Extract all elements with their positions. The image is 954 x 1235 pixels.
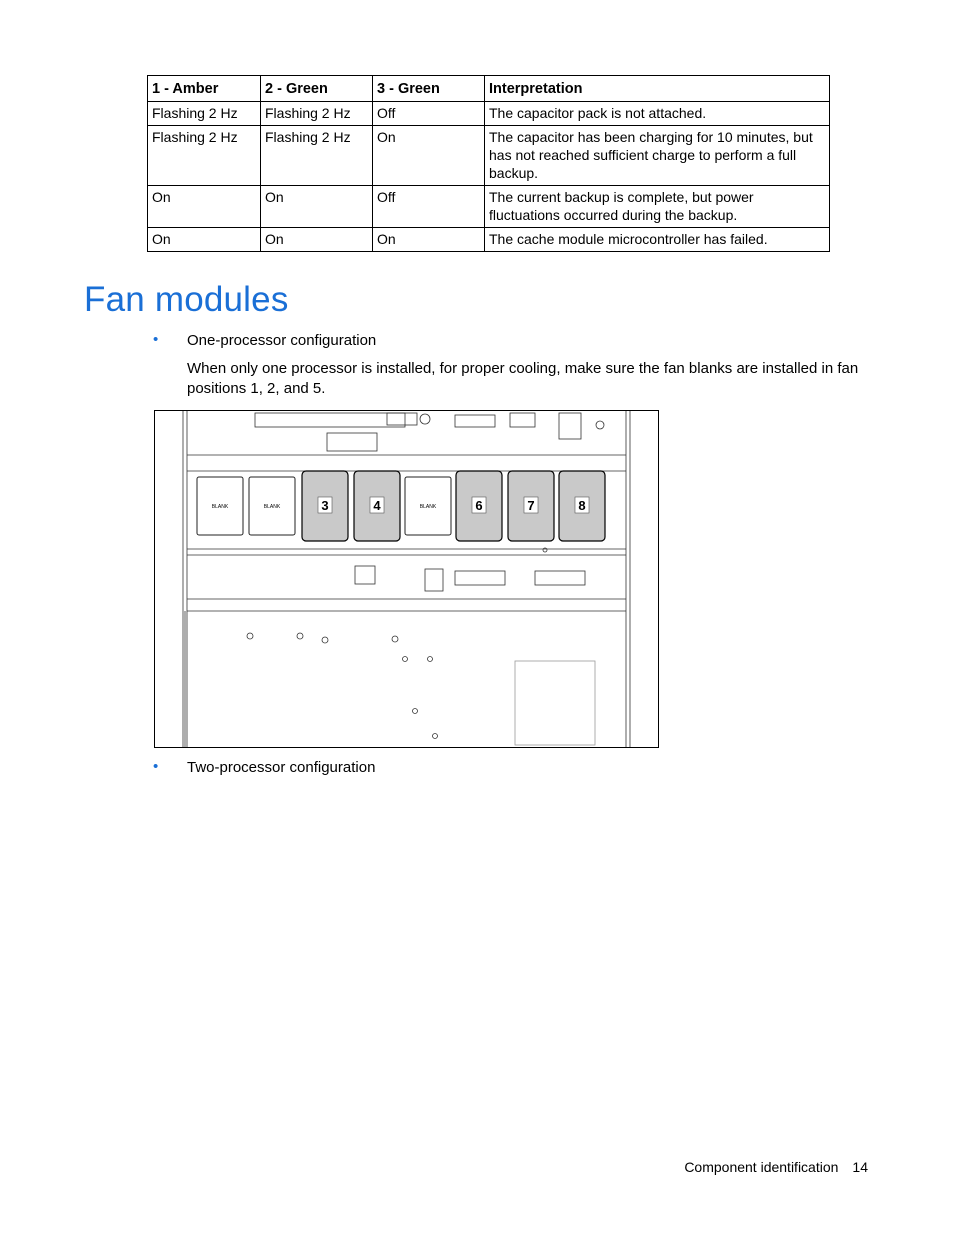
table-cell: On bbox=[148, 228, 261, 252]
fan-diagram bbox=[154, 410, 659, 748]
table-cell: Flashing 2 Hz bbox=[148, 126, 261, 186]
table-cell: The capacitor has been charging for 10 minutes, but has not reached sufficient charge to perform a full backup. bbox=[485, 126, 830, 186]
column-header: Interpretation bbox=[485, 76, 830, 102]
section-title: Fan modules bbox=[84, 280, 289, 319]
bullet-icon: • bbox=[153, 331, 159, 348]
bullet-icon: • bbox=[153, 758, 159, 775]
footer-chapter: Component identification bbox=[684, 1159, 839, 1175]
fan-blank-label: BLANK bbox=[263, 504, 281, 510]
bullet-one-processor: One-processor configuration bbox=[187, 332, 377, 349]
server-fan-illustration bbox=[155, 411, 658, 747]
bullet-two-processor: Two-processor configuration bbox=[187, 759, 376, 776]
fan-number-label: 4 bbox=[373, 498, 381, 513]
instruction-paragraph: When only one processor is installed, for proper cooling, make sure the fan blanks are installed in fan positions 1, 2, and 5. bbox=[187, 360, 859, 397]
table-row bbox=[148, 126, 830, 186]
table-cell: The current backup is complete, but power fluctuations occurred during the backup. bbox=[485, 186, 830, 228]
table-header-row bbox=[148, 76, 830, 102]
led-status-table bbox=[147, 75, 830, 252]
column-header: 3 - Green bbox=[373, 76, 485, 102]
fan-blank-label: BLANK bbox=[419, 504, 437, 510]
fan-number-label: 3 bbox=[321, 498, 329, 513]
fan-number-label: 8 bbox=[578, 498, 586, 513]
fan-number-label: 6 bbox=[475, 498, 483, 513]
table-cell: Off bbox=[373, 186, 485, 228]
table-cell: On bbox=[373, 126, 485, 186]
page-number: 14 bbox=[852, 1159, 868, 1175]
fan-blank-label: BLANK bbox=[211, 504, 229, 510]
column-header: 1 - Amber bbox=[148, 76, 261, 102]
table-cell: The capacitor pack is not attached. bbox=[485, 102, 830, 126]
table-row bbox=[148, 228, 830, 252]
fan-number-label: 7 bbox=[527, 498, 535, 513]
table-row bbox=[148, 186, 830, 228]
table-cell: On bbox=[373, 228, 485, 252]
table-cell: On bbox=[148, 186, 261, 228]
table-cell: Flashing 2 Hz bbox=[261, 126, 373, 186]
column-header: 2 - Green bbox=[261, 76, 373, 102]
table-cell: The cache module microcontroller has failed. bbox=[485, 228, 830, 252]
table-cell: On bbox=[261, 228, 373, 252]
page-footer bbox=[684, 1159, 868, 1175]
table-cell: On bbox=[261, 186, 373, 228]
table-cell: Flashing 2 Hz bbox=[261, 102, 373, 126]
table-cell: Off bbox=[373, 102, 485, 126]
table-row bbox=[148, 102, 830, 126]
table-cell: Flashing 2 Hz bbox=[148, 102, 261, 126]
